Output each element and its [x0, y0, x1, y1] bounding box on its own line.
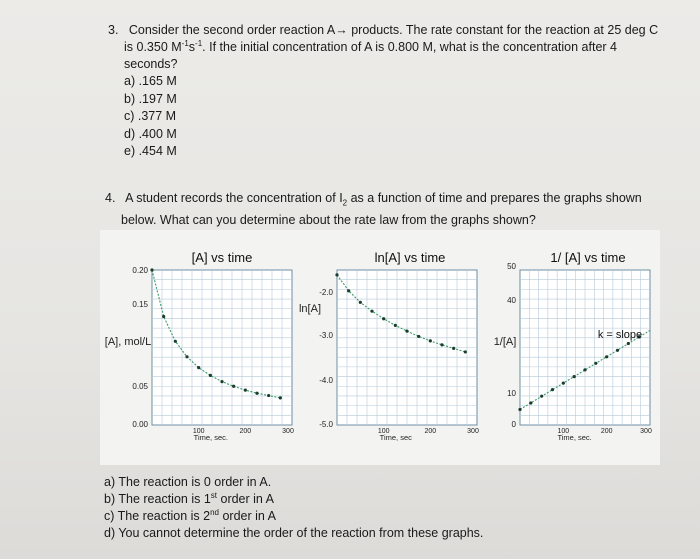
question-3-number: 3. [108, 23, 119, 37]
data-point [382, 317, 385, 320]
y-tick-label: 0.05 [132, 382, 148, 391]
data-point [464, 350, 467, 353]
data-point [551, 388, 554, 391]
question-4-answers [104, 474, 483, 542]
answer-a[interactable]: a) The reaction is 0 order in A. [104, 475, 272, 489]
answer-b-sup: st [210, 490, 218, 500]
x-tick-label: 100 [557, 428, 570, 435]
data-point [540, 395, 543, 398]
data-point [359, 301, 362, 304]
data-point [573, 375, 576, 378]
answer-c-text-end: order in A [218, 509, 276, 523]
data-point [255, 392, 258, 395]
unit-exponent-m: -1 [181, 38, 189, 48]
answer-c-text: c) The reaction is 2 [104, 509, 211, 523]
x-tick-label: 200 [424, 428, 437, 435]
data-point [174, 340, 177, 343]
y-tick-label: 50 [507, 262, 516, 271]
data-point [594, 362, 597, 365]
option-c[interactable]: c) .377 M [124, 109, 177, 123]
data-point [583, 368, 586, 371]
y-tick-label: 10 [507, 389, 516, 398]
reaction-arrow: → [335, 23, 348, 37]
slope-annotation: k = slope [597, 329, 643, 341]
question-3-text-b: products. The rate constant for the reaction at 25 deg C is 0.350 M [124, 23, 659, 54]
data-point [279, 396, 282, 399]
data-point [335, 273, 338, 276]
question-4-number: 4. [105, 191, 116, 205]
y-tick-label: 0.20 [132, 266, 148, 275]
y-axis-label-1: [A], mol/L [104, 336, 152, 348]
y-tick-label: 0.00 [132, 420, 148, 429]
question-3 [108, 22, 668, 161]
y-axis-label-2: ln[A] [298, 303, 322, 315]
y-tick-label: 40 [507, 296, 516, 305]
iodine-subscript: 2 [342, 198, 348, 208]
data-point [370, 310, 373, 313]
x-axis-label-2: Time, sec [379, 433, 412, 442]
x-axis-label-1: Time, sec. [193, 433, 228, 442]
option-d[interactable]: d) .400 M [124, 126, 177, 141]
answer-b[interactable] [104, 491, 483, 508]
x-tick-label: 300 [282, 428, 294, 435]
question-4-text-b: as a function of time and prepares the graphs shown below. What can you determine about the rate law from the graphs shown? [121, 191, 642, 227]
data-point [605, 355, 608, 358]
data-point [232, 385, 235, 388]
data-point [162, 315, 165, 318]
x-tick-label: 100 [192, 428, 205, 435]
data-point [562, 382, 565, 385]
answer-d[interactable]: d) You cannot determine the order of the reaction from these graphs. [104, 526, 484, 540]
option-a[interactable]: a) .165 M [124, 74, 177, 88]
unit-exponent-s: -1 [195, 38, 203, 48]
question-4-stem [105, 190, 665, 229]
question-3-options [124, 73, 668, 161]
answer-b-text-end: order in A [217, 492, 274, 506]
option-e[interactable]: e) .454 M [124, 144, 177, 158]
y-tick-label: -4.0 [319, 376, 333, 385]
data-point [405, 330, 408, 333]
option-b[interactable]: b) .197 M [124, 91, 177, 106]
unit-s: s [188, 40, 196, 54]
data-point [452, 347, 455, 350]
data-point [244, 389, 247, 392]
question-4-text-a: A student records the concentration of I [125, 191, 343, 205]
data-point [440, 343, 443, 346]
x-axis-label-3: Time, sec. [557, 433, 592, 442]
data-point [150, 268, 153, 271]
x-tick-label: 100 [377, 428, 390, 435]
chart-title-3: 1/ [A] vs time [550, 250, 626, 265]
question-4 [105, 190, 665, 229]
y-tick-label: 0.15 [132, 300, 148, 309]
x-tick-label: 300 [640, 428, 652, 435]
data-point [267, 394, 270, 397]
x-tick-label: 200 [239, 428, 252, 435]
y-tick-label: -3.0 [319, 331, 333, 340]
data-point [529, 401, 532, 404]
data-point [220, 380, 223, 383]
question-3-text-c: . If the initial concentration of A is 0.800 M, what is the concentration after 4 seconds? [124, 40, 617, 71]
answer-b-text: b) The reaction is 1 [104, 492, 211, 506]
graphs-panel [100, 230, 660, 465]
graphs-svg [100, 230, 660, 465]
y-axis-label-3: 1/[A] [493, 336, 517, 348]
data-point [429, 339, 432, 342]
question-3-stem [108, 22, 668, 73]
y-tick-label: -5.0 [319, 420, 333, 429]
x-tick-label: 200 [600, 428, 613, 435]
y-tick-label: 0 [511, 420, 516, 429]
x-tick-label: 300 [467, 428, 479, 435]
data-point [185, 355, 188, 358]
data-point [347, 289, 350, 292]
data-point [518, 408, 521, 411]
question-3-text-a: Consider the second order reaction A [128, 23, 336, 37]
data-point [209, 374, 212, 377]
chart-title-1: [A] vs time [191, 250, 253, 265]
data-point [627, 342, 630, 345]
y-tick-label: -2.0 [319, 288, 333, 297]
chart-title-2: ln[A] vs time [374, 250, 446, 265]
data-point [197, 366, 200, 369]
answer-c-sup: nd [210, 507, 219, 517]
answer-c[interactable] [104, 508, 483, 525]
data-point [394, 324, 397, 327]
data-point [417, 335, 420, 338]
data-point [616, 349, 619, 352]
